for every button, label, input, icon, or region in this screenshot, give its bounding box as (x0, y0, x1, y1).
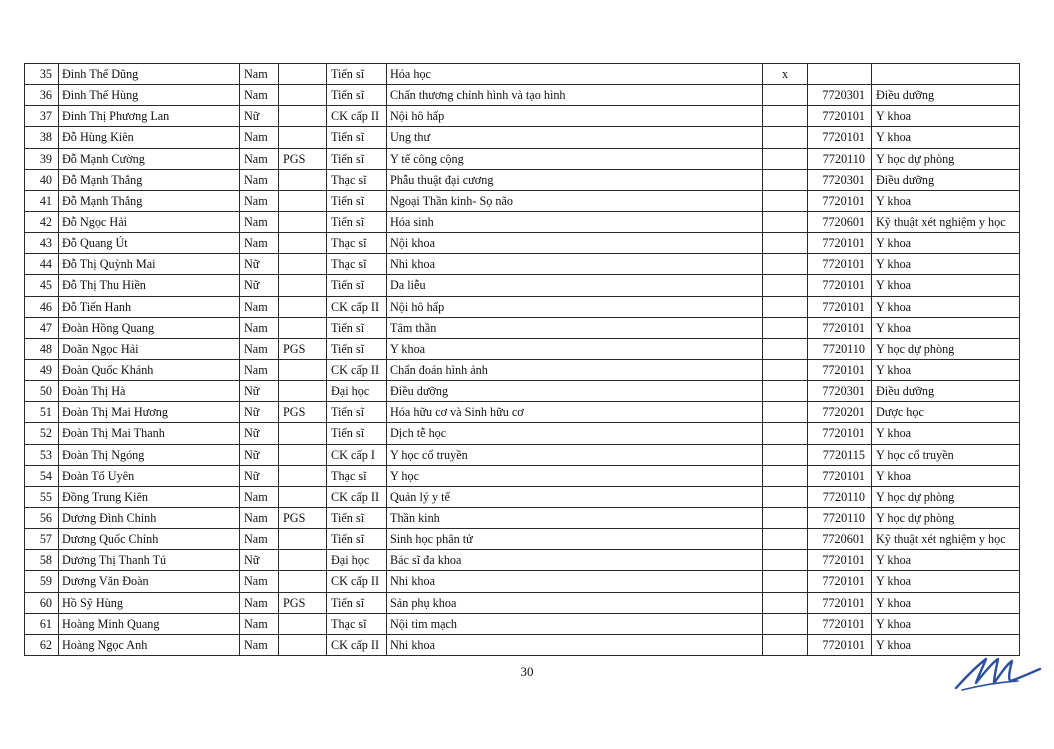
program-field: Y khoa (872, 550, 1020, 571)
academic-title (279, 317, 327, 338)
staff-name: Hoàng Minh Quang (59, 613, 240, 634)
specialty: Ung thư (387, 127, 763, 148)
row-number: 56 (25, 507, 59, 528)
signature-mark (952, 655, 1044, 693)
academic-title: PGS (279, 402, 327, 423)
program-code: 7720101 (808, 254, 872, 275)
staff-name: Đoàn Hồng Quang (59, 317, 240, 338)
staff-name: Đoàn Tố Uyên (59, 465, 240, 486)
specialty: Nội tim mạch (387, 613, 763, 634)
staff-name: Đỗ Mạnh Thắng (59, 190, 240, 211)
mark-cell (763, 338, 808, 359)
specialty: Ngoại Thần kinh- Sọ não (387, 190, 763, 211)
row-number: 37 (25, 106, 59, 127)
staff-name: Dương Đình Chỉnh (59, 507, 240, 528)
table-row (25, 359, 1020, 380)
specialty: Tâm thần (387, 317, 763, 338)
specialty: Da liễu (387, 275, 763, 296)
table-row (25, 85, 1020, 106)
academic-degree: Tiến sĩ (327, 85, 387, 106)
program-code: 7720101 (808, 571, 872, 592)
program-code: 7720101 (808, 190, 872, 211)
mark-cell (763, 507, 808, 528)
mark-cell (763, 296, 808, 317)
mark-cell (763, 529, 808, 550)
academic-degree: Tiến sĩ (327, 127, 387, 148)
table-row (25, 529, 1020, 550)
program-field: Y khoa (872, 592, 1020, 613)
program-code: 7720101 (808, 275, 872, 296)
academic-title (279, 85, 327, 106)
program-code: 7720101 (808, 550, 872, 571)
staff-name: Đỗ Mạnh Cường (59, 148, 240, 169)
staff-name: Dương Quốc Chính (59, 529, 240, 550)
mark-cell (763, 254, 808, 275)
mark-cell (763, 465, 808, 486)
program-field: Y học dự phòng (872, 486, 1020, 507)
academic-title (279, 233, 327, 254)
staff-gender: Nam (240, 613, 279, 634)
staff-name: Đoàn Thị Hà (59, 381, 240, 402)
staff-name: Đỗ Hùng Kiên (59, 127, 240, 148)
academic-degree: Tiến sĩ (327, 317, 387, 338)
mark-cell (763, 233, 808, 254)
staff-gender: Nữ (240, 444, 279, 465)
academic-title (279, 444, 327, 465)
academic-title: PGS (279, 338, 327, 359)
staff-gender: Nữ (240, 465, 279, 486)
program-code: 7720201 (808, 402, 872, 423)
row-number: 53 (25, 444, 59, 465)
page-number: 30 (520, 664, 534, 679)
academic-degree: Tiến sĩ (327, 338, 387, 359)
academic-degree: Tiến sĩ (327, 64, 387, 85)
table-row (25, 254, 1020, 275)
academic-degree: Tiến sĩ (327, 423, 387, 444)
mark-cell (763, 148, 808, 169)
program-field: Y khoa (872, 127, 1020, 148)
staff-gender: Nam (240, 507, 279, 528)
mark-cell (763, 127, 808, 148)
academic-degree: CK cấp II (327, 486, 387, 507)
specialty: Sinh học phân tử (387, 529, 763, 550)
staff-gender: Nữ (240, 402, 279, 423)
academic-title (279, 634, 327, 655)
staff-gender: Nam (240, 634, 279, 655)
staff-gender: Nữ (240, 254, 279, 275)
specialty: Y khoa (387, 338, 763, 359)
academic-title (279, 106, 327, 127)
program-field: Y khoa (872, 634, 1020, 655)
program-field: Kỹ thuật xét nghiệm y học (872, 529, 1020, 550)
staff-table (24, 63, 1020, 656)
program-code: 7720110 (808, 338, 872, 359)
staff-gender: Nam (240, 169, 279, 190)
academic-degree: Tiến sĩ (327, 402, 387, 423)
staff-name: Đỗ Quang Út (59, 233, 240, 254)
mark-cell: x (763, 64, 808, 85)
staff-gender: Nam (240, 127, 279, 148)
staff-name: Đồng Trung Kiên (59, 486, 240, 507)
mark-cell (763, 444, 808, 465)
specialty: Nội hô hấp (387, 296, 763, 317)
mark-cell (763, 169, 808, 190)
mark-cell (763, 423, 808, 444)
row-number: 54 (25, 465, 59, 486)
academic-title (279, 254, 327, 275)
staff-name: Hồ Sỹ Hùng (59, 592, 240, 613)
staff-gender: Nam (240, 148, 279, 169)
table-row (25, 233, 1020, 254)
academic-degree: Tiến sĩ (327, 190, 387, 211)
specialty: Y tế công cộng (387, 148, 763, 169)
program-code: 7720101 (808, 613, 872, 634)
specialty: Nhi khoa (387, 634, 763, 655)
program-code: 7720101 (808, 592, 872, 613)
row-number: 44 (25, 254, 59, 275)
row-number: 36 (25, 85, 59, 106)
staff-name: Đoàn Thị Ngóng (59, 444, 240, 465)
program-code: 7720101 (808, 106, 872, 127)
academic-degree: Thạc sĩ (327, 254, 387, 275)
academic-title: PGS (279, 507, 327, 528)
program-field: Y học dự phòng (872, 338, 1020, 359)
staff-gender: Nữ (240, 423, 279, 444)
mark-cell (763, 613, 808, 634)
row-number: 38 (25, 127, 59, 148)
table-row (25, 507, 1020, 528)
specialty: Y học (387, 465, 763, 486)
row-number: 45 (25, 275, 59, 296)
specialty: Nội khoa (387, 233, 763, 254)
staff-gender: Nam (240, 486, 279, 507)
row-number: 60 (25, 592, 59, 613)
academic-degree: Tiến sĩ (327, 148, 387, 169)
table-row (25, 402, 1020, 423)
academic-degree: Thạc sĩ (327, 465, 387, 486)
mark-cell (763, 275, 808, 296)
mark-cell (763, 85, 808, 106)
mark-cell (763, 634, 808, 655)
academic-title (279, 190, 327, 211)
row-number: 50 (25, 381, 59, 402)
row-number: 49 (25, 359, 59, 380)
program-code: 7720101 (808, 317, 872, 338)
academic-title (279, 550, 327, 571)
row-number: 47 (25, 317, 59, 338)
program-field: Y khoa (872, 296, 1020, 317)
specialty: Hóa sinh (387, 211, 763, 232)
staff-gender: Nam (240, 317, 279, 338)
staff-name: Dương Thị Thanh Tú (59, 550, 240, 571)
table-row (25, 106, 1020, 127)
program-field: Y khoa (872, 317, 1020, 338)
staff-gender: Nữ (240, 106, 279, 127)
program-code: 7720101 (808, 127, 872, 148)
academic-title (279, 296, 327, 317)
staff-table-body (25, 64, 1020, 656)
table-row (25, 169, 1020, 190)
specialty: Điều dưỡng (387, 381, 763, 402)
row-number: 48 (25, 338, 59, 359)
staff-name: Đỗ Ngọc Hải (59, 211, 240, 232)
mark-cell (763, 106, 808, 127)
staff-gender: Nam (240, 592, 279, 613)
staff-gender: Nam (240, 338, 279, 359)
academic-degree: CK cấp I (327, 444, 387, 465)
academic-degree: Đại học (327, 381, 387, 402)
academic-title (279, 465, 327, 486)
academic-title: PGS (279, 148, 327, 169)
mark-cell (763, 402, 808, 423)
table-row (25, 317, 1020, 338)
program-code (808, 64, 872, 85)
mark-cell (763, 317, 808, 338)
table-row (25, 486, 1020, 507)
academic-degree: CK cấp II (327, 571, 387, 592)
staff-name: Đinh Thị Phương Lan (59, 106, 240, 127)
program-code: 7720601 (808, 211, 872, 232)
program-field (872, 64, 1020, 85)
mark-cell (763, 486, 808, 507)
program-code: 7720101 (808, 634, 872, 655)
row-number: 35 (25, 64, 59, 85)
mark-cell (763, 381, 808, 402)
program-field: Y học dự phòng (872, 507, 1020, 528)
specialty: Nhi khoa (387, 571, 763, 592)
table-row (25, 127, 1020, 148)
program-field: Y học dự phòng (872, 148, 1020, 169)
row-number: 52 (25, 423, 59, 444)
program-code: 7720101 (808, 233, 872, 254)
staff-name: Hoàng Ngọc Anh (59, 634, 240, 655)
academic-title (279, 275, 327, 296)
staff-name: Đỗ Tiến Hanh (59, 296, 240, 317)
specialty: Chấn thương chỉnh hình và tạo hình (387, 85, 763, 106)
table-row (25, 381, 1020, 402)
row-number: 61 (25, 613, 59, 634)
staff-gender: Nữ (240, 381, 279, 402)
staff-gender: Nam (240, 359, 279, 380)
academic-degree: CK cấp II (327, 106, 387, 127)
staff-name: Đoàn Thị Mai Thanh (59, 423, 240, 444)
academic-degree: CK cấp II (327, 296, 387, 317)
table-row (25, 64, 1020, 85)
staff-gender: Nam (240, 85, 279, 106)
program-field: Y khoa (872, 465, 1020, 486)
staff-name: Đoàn Quốc Khánh (59, 359, 240, 380)
academic-title (279, 169, 327, 190)
program-code: 7720101 (808, 423, 872, 444)
academic-degree: CK cấp II (327, 359, 387, 380)
mark-cell (763, 592, 808, 613)
academic-degree: Thạc sĩ (327, 169, 387, 190)
table-row (25, 296, 1020, 317)
table-row (25, 275, 1020, 296)
academic-title (279, 613, 327, 634)
program-code: 7720115 (808, 444, 872, 465)
academic-title (279, 571, 327, 592)
academic-title (279, 381, 327, 402)
table-row (25, 444, 1020, 465)
academic-title (279, 359, 327, 380)
staff-name: Đoàn Thị Mai Hương (59, 402, 240, 423)
program-field: Y khoa (872, 106, 1020, 127)
staff-gender: Nam (240, 296, 279, 317)
table-row (25, 148, 1020, 169)
staff-name: Đỗ Thị Thu Hiền (59, 275, 240, 296)
specialty: Sản phụ khoa (387, 592, 763, 613)
mark-cell (763, 190, 808, 211)
program-field: Y khoa (872, 275, 1020, 296)
staff-name: Đỗ Thị Quỳnh Mai (59, 254, 240, 275)
staff-gender: Nam (240, 211, 279, 232)
academic-title (279, 486, 327, 507)
specialty: Hóa hữu cơ và Sinh hữu cơ (387, 402, 763, 423)
specialty: Nội hô hấp (387, 106, 763, 127)
staff-gender: Nam (240, 190, 279, 211)
row-number: 58 (25, 550, 59, 571)
academic-title (279, 64, 327, 85)
specialty: Bác sĩ đa khoa (387, 550, 763, 571)
table-row (25, 211, 1020, 232)
academic-degree: Tiến sĩ (327, 275, 387, 296)
row-number: 62 (25, 634, 59, 655)
academic-title (279, 127, 327, 148)
row-number: 55 (25, 486, 59, 507)
row-number: 51 (25, 402, 59, 423)
table-row (25, 592, 1020, 613)
program-field: Y khoa (872, 571, 1020, 592)
row-number: 42 (25, 211, 59, 232)
table-row (25, 338, 1020, 359)
program-field: Y khoa (872, 423, 1020, 444)
academic-title (279, 529, 327, 550)
program-field: Điều dưỡng (872, 169, 1020, 190)
program-code: 7720101 (808, 465, 872, 486)
staff-gender: Nam (240, 233, 279, 254)
table-row (25, 634, 1020, 655)
mark-cell (763, 550, 808, 571)
row-number: 41 (25, 190, 59, 211)
program-code: 7720301 (808, 169, 872, 190)
row-number: 57 (25, 529, 59, 550)
row-number: 43 (25, 233, 59, 254)
program-code: 7720601 (808, 529, 872, 550)
table-row (25, 423, 1020, 444)
academic-degree: Tiến sĩ (327, 529, 387, 550)
academic-degree: Tiến sĩ (327, 211, 387, 232)
academic-degree: Tiến sĩ (327, 507, 387, 528)
table-row (25, 190, 1020, 211)
row-number: 59 (25, 571, 59, 592)
staff-name: Đỗ Mạnh Thắng (59, 169, 240, 190)
specialty: Dịch tễ học (387, 423, 763, 444)
academic-title (279, 211, 327, 232)
academic-degree: Tiến sĩ (327, 592, 387, 613)
staff-name: Doãn Ngọc Hải (59, 338, 240, 359)
staff-gender: Nam (240, 571, 279, 592)
program-field: Điều dưỡng (872, 381, 1020, 402)
mark-cell (763, 359, 808, 380)
program-field: Dược học (872, 402, 1020, 423)
program-code: 7720301 (808, 85, 872, 106)
staff-name: Đinh Thế Hùng (59, 85, 240, 106)
staff-gender: Nam (240, 64, 279, 85)
table-row (25, 571, 1020, 592)
row-number: 46 (25, 296, 59, 317)
academic-title: PGS (279, 592, 327, 613)
staff-gender: Nữ (240, 275, 279, 296)
academic-degree: Thạc sĩ (327, 233, 387, 254)
program-field: Y học cổ truyền (872, 444, 1020, 465)
staff-gender: Nữ (240, 550, 279, 571)
academic-degree: Đại học (327, 550, 387, 571)
program-field: Y khoa (872, 190, 1020, 211)
specialty: Y học cổ truyền (387, 444, 763, 465)
mark-cell (763, 211, 808, 232)
specialty: Thần kinh (387, 507, 763, 528)
row-number: 40 (25, 169, 59, 190)
program-field: Y khoa (872, 254, 1020, 275)
specialty: Nhi khoa (387, 254, 763, 275)
specialty: Hóa học (387, 64, 763, 85)
program-field: Điều dưỡng (872, 85, 1020, 106)
academic-degree: Thạc sĩ (327, 613, 387, 634)
specialty: Chẩn đoán hình ảnh (387, 359, 763, 380)
staff-gender: Nam (240, 529, 279, 550)
table-row (25, 613, 1020, 634)
academic-degree: CK cấp II (327, 634, 387, 655)
table-row (25, 550, 1020, 571)
program-code: 7720101 (808, 296, 872, 317)
program-code: 7720110 (808, 486, 872, 507)
program-field: Y khoa (872, 359, 1020, 380)
program-code: 7720110 (808, 148, 872, 169)
row-number: 39 (25, 148, 59, 169)
program-field: Y khoa (872, 233, 1020, 254)
table-row (25, 465, 1020, 486)
program-code: 7720301 (808, 381, 872, 402)
specialty: Quản lý y tế (387, 486, 763, 507)
program-field: Kỹ thuật xét nghiệm y học (872, 211, 1020, 232)
staff-name: Dương Văn Đoàn (59, 571, 240, 592)
specialty: Phẫu thuật đại cương (387, 169, 763, 190)
program-code: 7720101 (808, 359, 872, 380)
program-field: Y khoa (872, 613, 1020, 634)
staff-name: Đinh Thế Dũng (59, 64, 240, 85)
mark-cell (763, 571, 808, 592)
program-code: 7720110 (808, 507, 872, 528)
academic-title (279, 423, 327, 444)
